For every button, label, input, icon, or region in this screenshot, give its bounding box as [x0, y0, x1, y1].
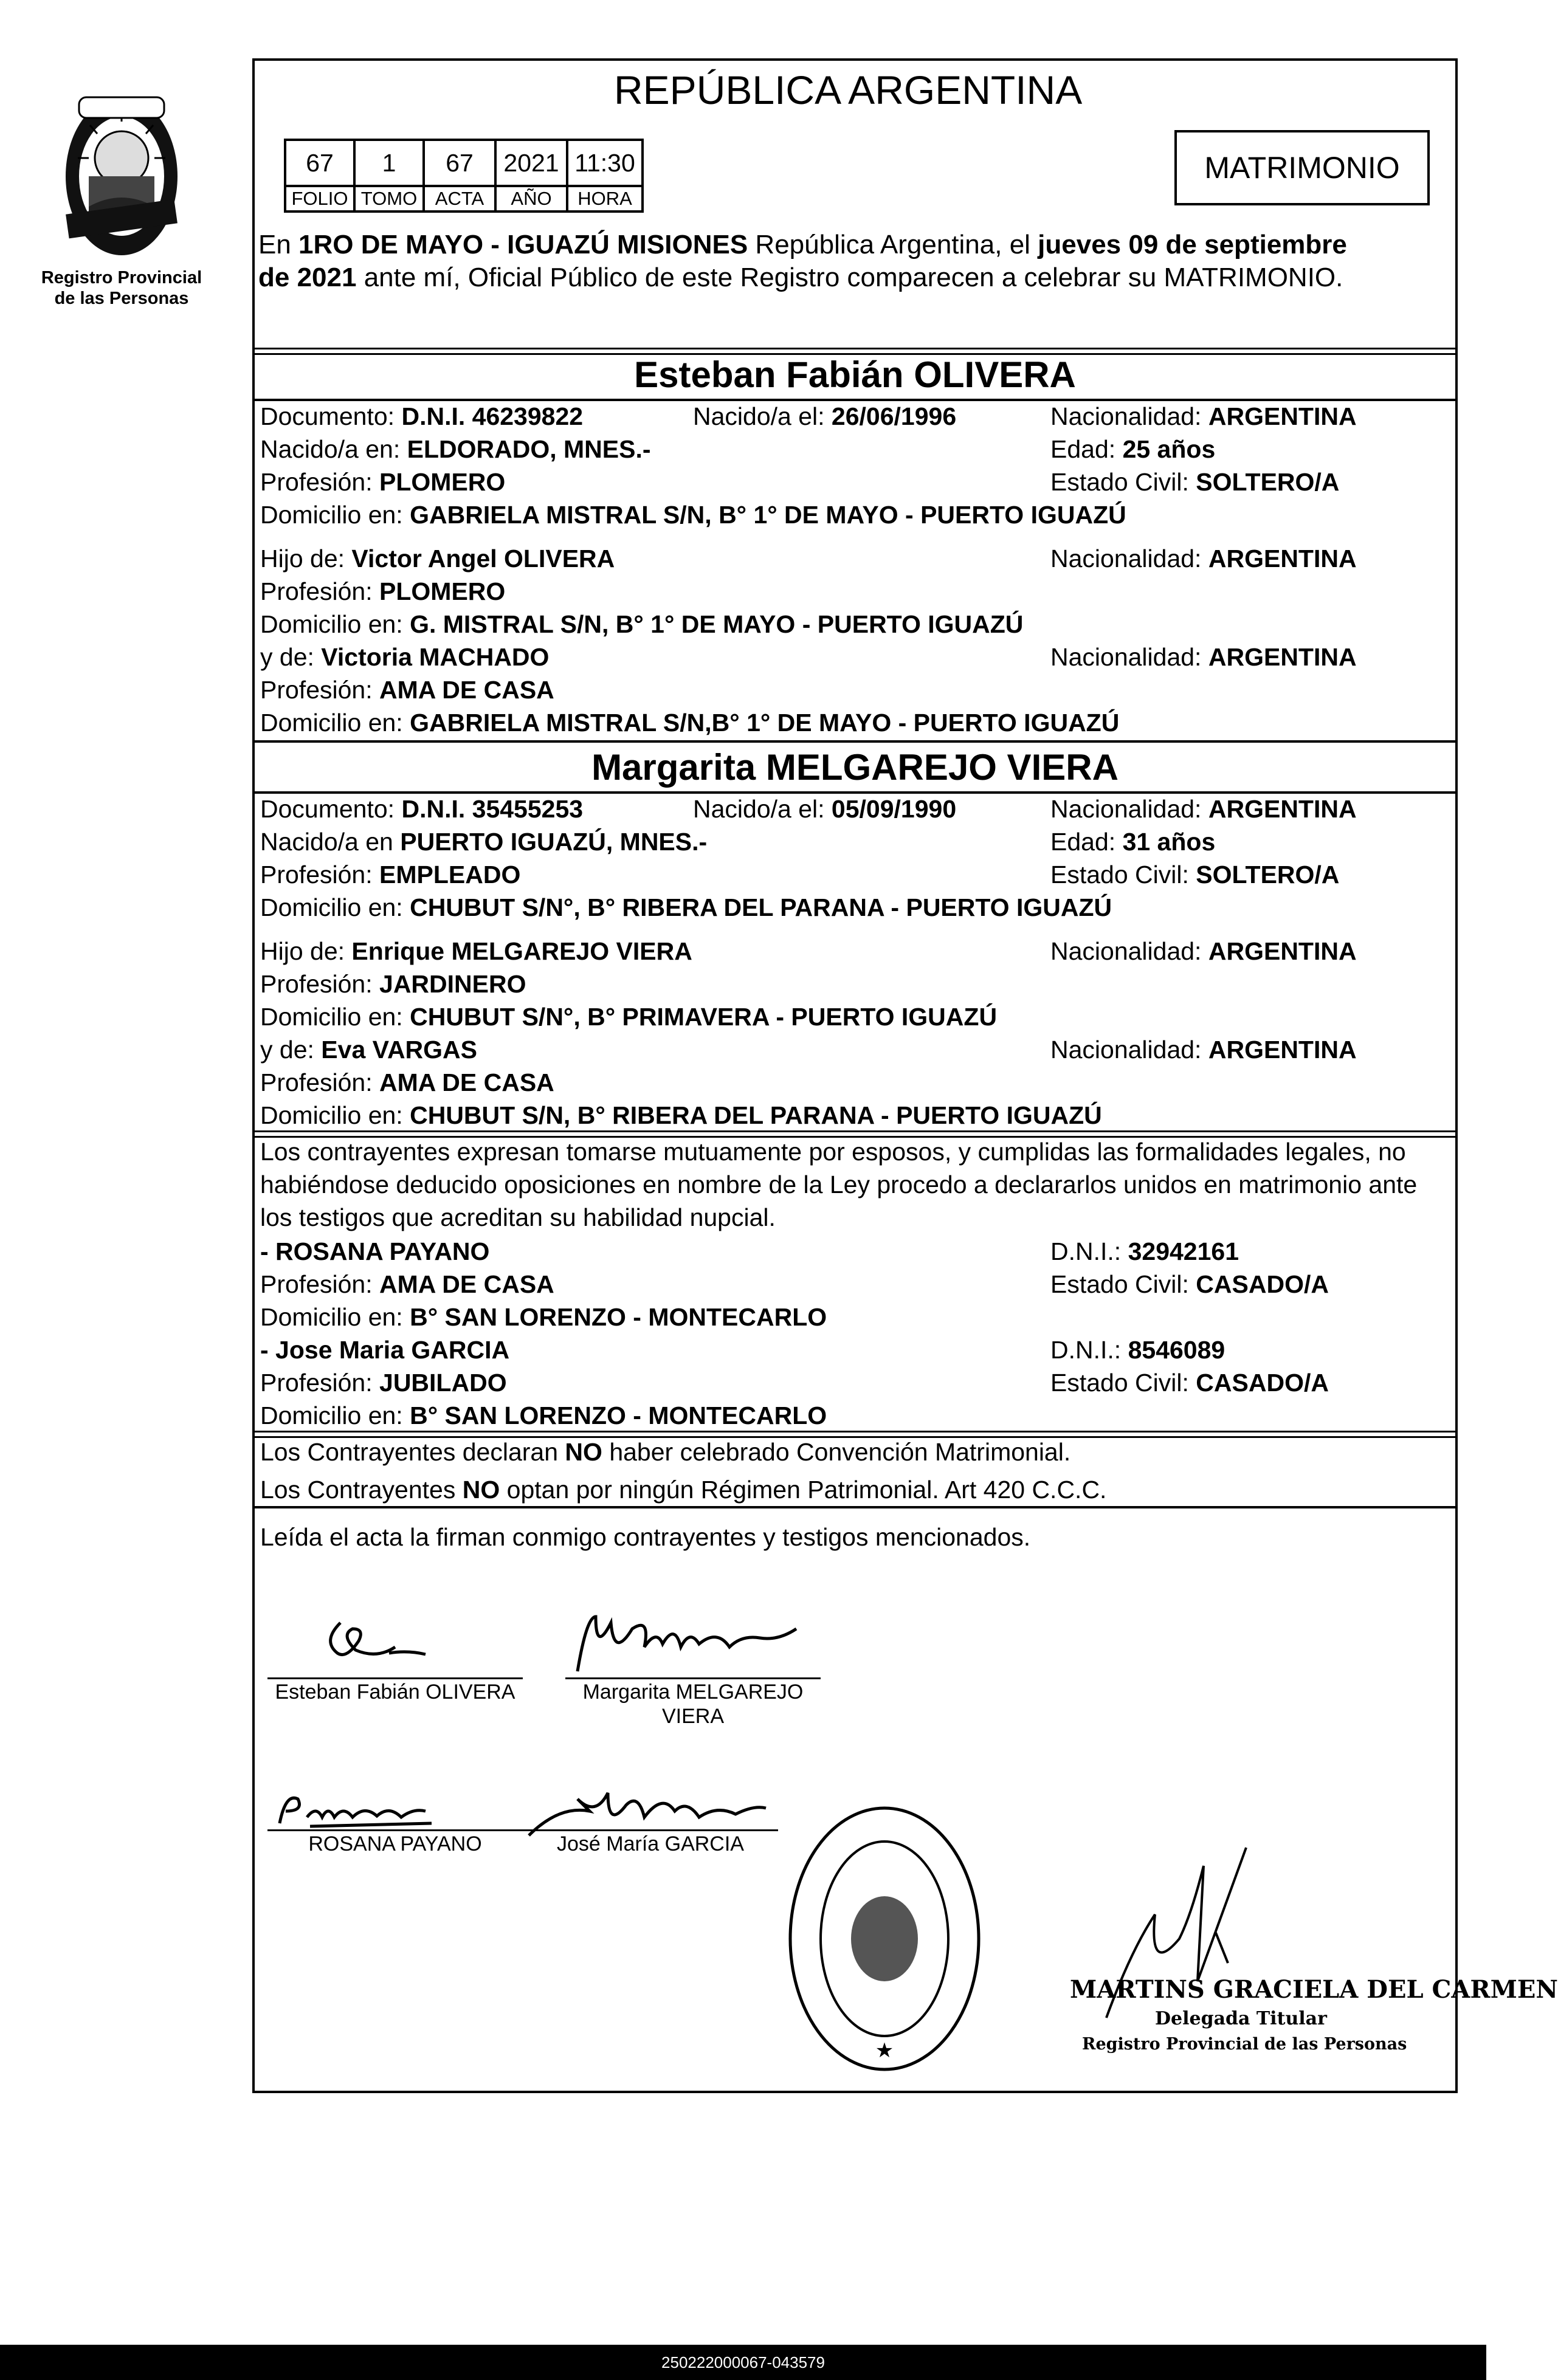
spouse2-father-address: Domicilio en: CHUBUT S/N°, B° PRIMAVERA - PUERTO IGUAZÚ — [260, 1003, 998, 1031]
spouse1-mother-address: Domicilio en: GABRIELA MISTRAL S/N,B° 1° DE MAYO - PUERTO IGUAZÚ — [260, 709, 1120, 737]
spouse2-birthdate: Nacido/a el: 05/09/1990 — [693, 795, 957, 823]
regime-line1: Los Contrayentes declaran NO haber celebrado Convención Matrimonial. — [260, 1438, 1071, 1466]
spouse2-father-nationality: Nacionalidad: ARGENTINA — [1050, 937, 1357, 965]
spouse1-mother-nationality: Nacionalidad: ARGENTINA — [1050, 643, 1357, 671]
regime-line2: Los Contrayentes NO optan por ningún Régimen Patrimonial. Art 420 C.C.C. — [260, 1476, 1107, 1504]
document-title: REPÚBLICA ARGENTINA — [614, 67, 1083, 112]
signature-name-melgarejo: Margarita MELGAREJO VIERA — [582, 1680, 804, 1728]
signature-name-payano: ROSANA PAYANO — [308, 1832, 482, 1856]
spouse2-father-profession: Profesión: JARDINERO — [260, 970, 526, 998]
spouse2-nationality: Nacionalidad: ARGENTINA — [1050, 795, 1357, 823]
spouse1-father-address: Domicilio en: G. MISTRAL S/N, B° 1° DE MAYO - PUERTO IGUAZÚ — [260, 610, 1024, 638]
declaration-line2: habiéndose deducido oposiciones en nombre de la Ley procedo a declararlos unidos en matrimonio ante — [260, 1171, 1418, 1199]
witness2-name: - Jose Maria GARCIA — [260, 1336, 510, 1364]
spouse1-birthdate: Nacido/a el: 26/06/1996 — [693, 402, 957, 430]
official-name: MARTINS GRACIELA DEL CARMEN — [1070, 1975, 1558, 2004]
acta-value: 67 — [424, 140, 495, 186]
folio-value: 67 — [285, 140, 354, 186]
spouse1-address: Domicilio en: GABRIELA MISTRAL S/N, B° 1° DE MAYO - PUERTO IGUAZÚ — [260, 501, 1126, 529]
tomo-value: 1 — [354, 140, 424, 186]
witness1-dni: D.N.I.: 32942161 — [1050, 1237, 1239, 1265]
spouse1-civil-status: Estado Civil: SOLTERO/A — [1050, 468, 1340, 496]
seal-icon — [784, 1799, 985, 2079]
spouse1-nationality: Nacionalidad: ARGENTINA — [1050, 402, 1357, 430]
spouse2-mother-profession: Profesión: AMA DE CASA — [260, 1068, 554, 1096]
spouse2-profession: Profesión: EMPLEADO — [260, 861, 521, 889]
signature-name-olivera: Esteban Fabián OLIVERA — [275, 1680, 515, 1704]
spouse2-mother-nationality: Nacionalidad: ARGENTINA — [1050, 1036, 1357, 1064]
witness2-civil-status: Estado Civil: CASADO/A — [1050, 1369, 1329, 1397]
document-barcode-id: 250222000067-043579 — [0, 2345, 1486, 2380]
spouse2-address: Domicilio en: CHUBUT S/N°, B° RIBERA DEL PARANA - PUERTO IGUAZÚ — [260, 893, 1112, 921]
spouse1-profession: Profesión: PLOMERO — [260, 468, 506, 496]
intro-line1: En 1RO DE MAYO - IGUAZÚ MISIONES República Argentina, el jueves 09 de septiembre — [258, 230, 1347, 260]
witness1-profession: Profesión: AMA DE CASA — [260, 1270, 554, 1298]
signature-line — [523, 1829, 778, 1831]
divider — [252, 740, 1458, 743]
spouse2-age: Edad: 31 años — [1050, 828, 1216, 856]
witness1-name: - ROSANA PAYANO — [260, 1237, 490, 1265]
hora-label: HORA — [567, 186, 643, 212]
anio-value: 2021 — [495, 140, 567, 186]
signature-payano — [274, 1781, 468, 1835]
spouse1-father: Hijo de: Victor Angel OLIVERA — [260, 545, 615, 573]
divider — [252, 1506, 1458, 1508]
witness1-civil-status: Estado Civil: CASADO/A — [1050, 1270, 1329, 1298]
svg-text:★: ★ — [875, 2038, 894, 2063]
spouse2-name: Margarita MELGAREJO VIERA — [591, 747, 1119, 788]
official-role: Delegada Titular — [1155, 2008, 1327, 2029]
signature-olivera — [304, 1604, 450, 1677]
act-type-box: MATRIMONIO — [1174, 130, 1430, 205]
spouse1-birthplace: Nacido/a en: ELDORADO, MNES.- — [260, 435, 651, 463]
spouse1-father-profession: Profesión: PLOMERO — [260, 577, 506, 605]
spouse2-birthplace: Nacido/a en PUERTO IGUAZÚ, MNES.- — [260, 828, 708, 856]
spouse1-documento: Documento: D.N.I. 46239822 — [260, 402, 584, 430]
spouse1-name: Esteban Fabián OLIVERA — [634, 354, 1076, 395]
logo-caption: Registro Provincial de las Personas — [41, 268, 202, 308]
signature-line — [267, 1829, 523, 1831]
spouse1-mother-profession: Profesión: AMA DE CASA — [260, 676, 554, 704]
spouse1-father-nationality: Nacionalidad: ARGENTINA — [1050, 545, 1357, 573]
coat-of-arms-icon — [36, 85, 207, 267]
hora-value: 11:30 — [567, 140, 643, 186]
witness2-address: Domicilio en: B° SAN LORENZO - MONTECARLO — [260, 1402, 827, 1429]
declaration-line3: los testigos que acreditan su habilidad nupcial. — [260, 1203, 776, 1231]
anio-label: AÑO — [495, 186, 567, 212]
spouse2-civil-status: Estado Civil: SOLTERO/A — [1050, 861, 1340, 889]
witness2-dni: D.N.I.: 8546089 — [1050, 1336, 1225, 1364]
official-office: Registro Provincial de las Personas — [1082, 2035, 1407, 2054]
intro-line2: de 2021 ante mí, Oficial Público de este Registro comparecen a celebrar su MATRIMONIO. — [258, 263, 1343, 292]
signature-name-garcia: José María GARCIA — [557, 1832, 744, 1856]
spouse2-mother-address: Domicilio en: CHUBUT S/N, B° RIBERA DEL PARANA - PUERTO IGUAZÚ — [260, 1101, 1102, 1129]
signature-line — [565, 1677, 821, 1679]
spouse2-father: Hijo de: Enrique MELGAREJO VIERA — [260, 937, 692, 965]
spouse2-mother: y de: Eva VARGAS — [260, 1036, 478, 1064]
witness1-address: Domicilio en: B° SAN LORENZO - MONTECARLO — [260, 1303, 827, 1331]
closing-text: Leída el acta la firman conmigo contrayentes y testigos mencionados. — [260, 1523, 1031, 1551]
tomo-label: TOMO — [354, 186, 424, 212]
spouse1-mother: y de: Victoria MACHADO — [260, 643, 550, 671]
folio-label: FOLIO — [285, 186, 354, 212]
acta-label: ACTA — [424, 186, 495, 212]
witness2-profession: Profesión: JUBILADO — [260, 1369, 507, 1397]
seal-inner-text — [0, 0, 1, 1]
registry-table — [284, 139, 644, 213]
signature-line — [267, 1677, 523, 1679]
spouse1-age: Edad: 25 años — [1050, 435, 1216, 463]
official-seal — [784, 1799, 985, 2079]
province-logo — [36, 85, 207, 267]
signature-melgarejo — [559, 1592, 815, 1684]
spouse2-documento: Documento: D.N.I. 35455253 — [260, 795, 584, 823]
declaration-line1: Los contrayentes expresan tomarse mutuamente por esposos, y cumplidas las formalidades legales, no — [260, 1138, 1406, 1166]
